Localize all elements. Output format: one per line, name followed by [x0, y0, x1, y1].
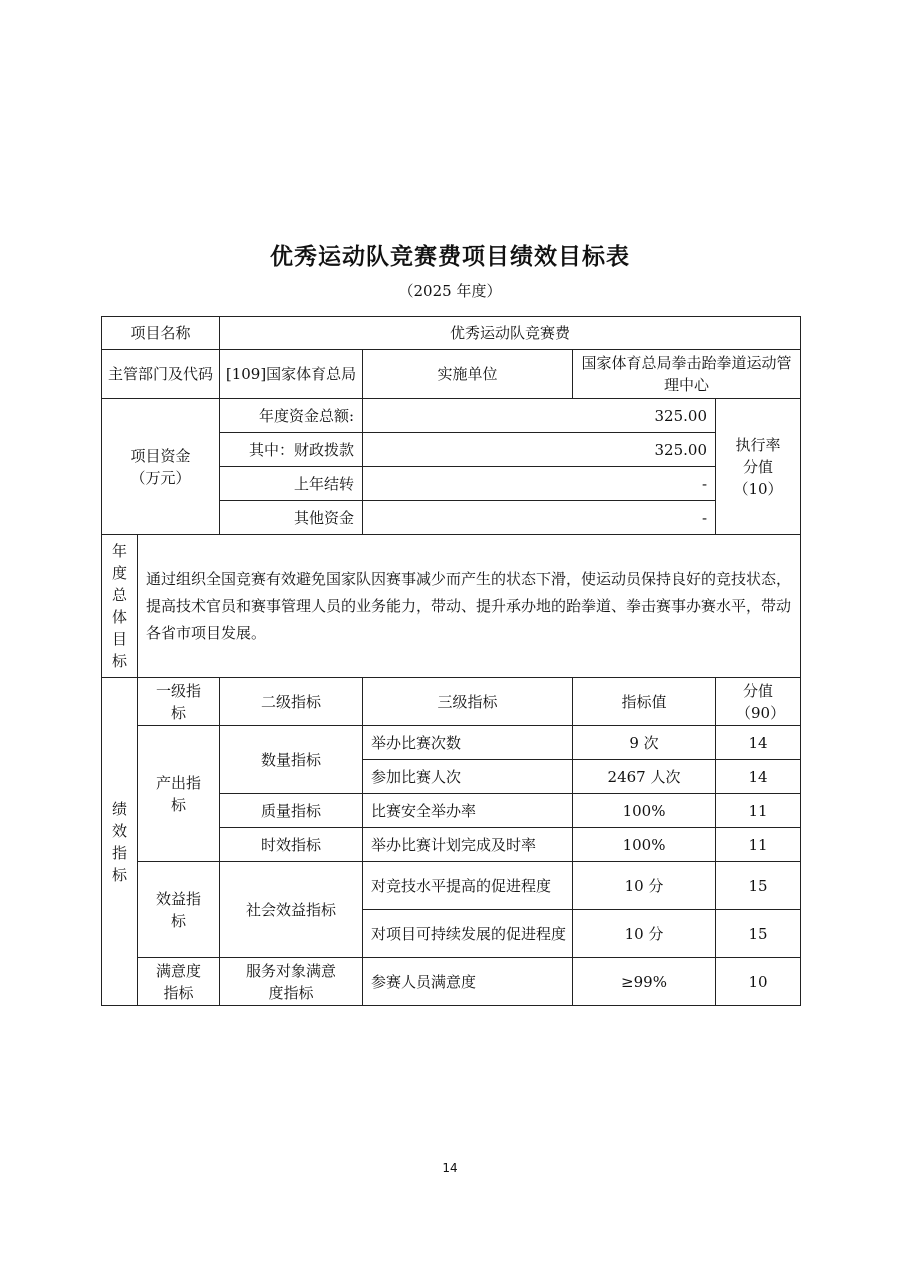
indicator-value: 10 分 — [573, 862, 716, 910]
header-level2: 二级指标 — [220, 678, 363, 726]
exec-rate-label: 执行率分值（10） — [716, 399, 801, 535]
indicator-value: 2467 人次 — [573, 760, 716, 794]
table-row — [102, 958, 801, 1006]
goal-text: 通过组织全国竞赛有效避免国家队因赛事减少而产生的状态下滑，使运动员保持良好的竞技状态，提高技术官员和赛事管理人员的业务能力，带动、提升承办地的跆拳道、拳击赛事办赛水平，带动各省市项目发展。 — [138, 535, 801, 678]
other-value: - — [363, 501, 716, 535]
funds-label: 项目资金（万元） — [102, 399, 220, 535]
carryover-value: - — [363, 467, 716, 501]
output-label: 产出指标 — [138, 726, 220, 862]
indicator-score: 11 — [716, 794, 801, 828]
page-subtitle: （2025 年度） — [398, 282, 502, 300]
header-level3: 三级指标 — [363, 678, 573, 726]
header-score: 分值（90） — [716, 678, 801, 726]
goal-label: 年度总体目标 — [112, 542, 128, 670]
dept-value: [109]国家体育总局 — [220, 350, 363, 399]
row-department — [102, 350, 801, 399]
indicators-label-cell — [102, 678, 138, 1006]
benefit-label: 效益指标 — [138, 862, 220, 958]
dept-label: 主管部门及代码 — [102, 350, 220, 399]
quality-label: 质量指标 — [220, 794, 363, 828]
row-annual-goal — [102, 535, 801, 678]
quantity-label: 数量指标 — [220, 726, 363, 794]
page-title: 优秀运动队竞赛费项目绩效目标表 — [270, 244, 630, 270]
impl-label: 实施单位 — [363, 350, 573, 399]
annual-total-value: 325.00 — [363, 399, 716, 433]
timeliness-label: 时效指标 — [220, 828, 363, 862]
row-funds-total — [102, 399, 801, 433]
indicator-name: 参赛人员满意度 — [363, 958, 573, 1006]
project-name-label: 项目名称 — [102, 317, 220, 350]
indicator-value: 9 次 — [573, 726, 716, 760]
other-label: 其他资金 — [220, 501, 363, 535]
header-value: 指标值 — [573, 678, 716, 726]
annual-total-label: 年度资金总额: — [220, 399, 363, 433]
table-row — [102, 726, 801, 760]
indicator-value: 10 分 — [573, 910, 716, 958]
indicator-value: 100% — [573, 794, 716, 828]
indicator-name: 参加比赛人次 — [363, 760, 573, 794]
social-benefit-label: 社会效益指标 — [220, 862, 363, 958]
performance-target-table — [101, 316, 801, 1006]
indicators-label: 绩效指标 — [112, 799, 128, 884]
fiscal-label: 其中：财政拨款 — [220, 433, 363, 467]
indicator-value: 100% — [573, 828, 716, 862]
row-project-name — [102, 317, 801, 350]
row-indicator-headers — [102, 678, 801, 726]
indicator-score: 10 — [716, 958, 801, 1006]
goal-label-cell — [102, 535, 138, 678]
indicator-name: 对项目可持续发展的促进程度 — [363, 910, 573, 958]
satisfaction-label: 满意度指标 — [138, 958, 220, 1006]
header-level1: 一级指标 — [138, 678, 220, 726]
page-number: 14 — [442, 1161, 458, 1175]
indicator-value: ≥99% — [573, 958, 716, 1006]
indicator-score: 14 — [716, 760, 801, 794]
service-sat-label: 服务对象满意度指标 — [220, 958, 363, 1006]
indicator-name: 举办比赛计划完成及时率 — [363, 828, 573, 862]
indicator-score: 11 — [716, 828, 801, 862]
project-name-value: 优秀运动队竞赛费 — [220, 317, 801, 350]
indicator-score: 14 — [716, 726, 801, 760]
indicator-score: 15 — [716, 910, 801, 958]
indicator-score: 15 — [716, 862, 801, 910]
impl-value: 国家体育总局拳击跆拳道运动管理中心 — [573, 350, 801, 399]
table-row — [102, 862, 801, 910]
indicator-name: 比赛安全举办率 — [363, 794, 573, 828]
carryover-label: 上年结转 — [220, 467, 363, 501]
fiscal-value: 325.00 — [363, 433, 716, 467]
indicator-name: 对竞技水平提高的促进程度 — [363, 862, 573, 910]
indicator-name: 举办比赛次数 — [363, 726, 573, 760]
